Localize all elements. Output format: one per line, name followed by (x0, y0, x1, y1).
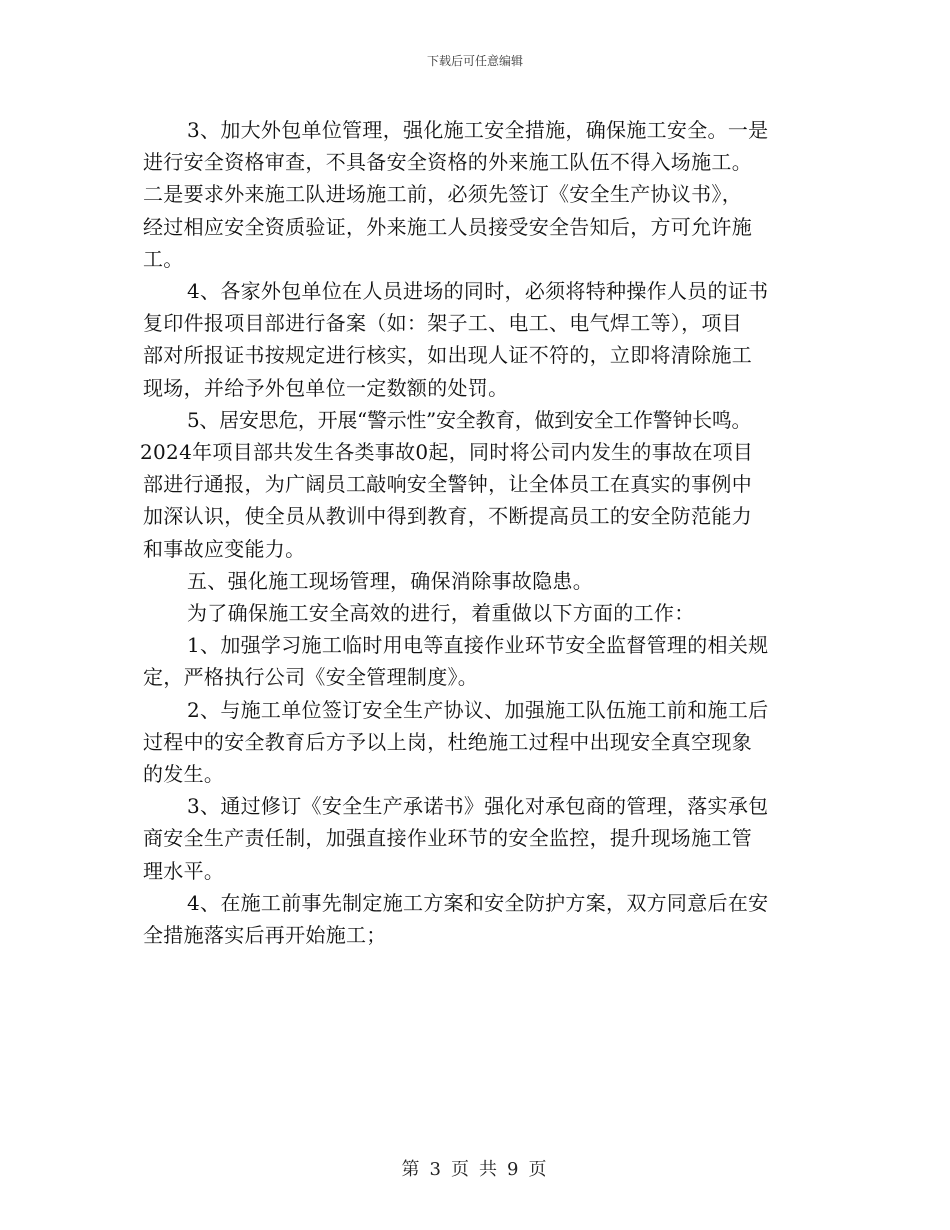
paragraph-line: 部进行通报，为广阔员工敲响安全警钟，让全体员工在真实的事例中 (143, 472, 752, 497)
page-header: 下载后可任意编辑 (426, 54, 523, 68)
total-pages-number: 9 (507, 1159, 521, 1180)
paragraph-line: 二是要求外来施工队进场施工前，必须先签订《安全生产协议书》， (143, 182, 742, 207)
paragraph-line: 复印件报项目部进行备案（如：架子工、电工、电气焊工等），项目 (143, 311, 742, 336)
paragraph-line: 为了确保施工安全高效的进行，着重做以下方面的工作： (187, 601, 695, 626)
paragraph-line: 工。 (143, 246, 184, 271)
paragraph-line: 过程中的安全教育后方予以上岗，杜绝施工过程中出现安全真空现象 (143, 729, 752, 754)
paragraph-line: 4、在施工前事先制定施工方案和安全防护方案，双方同意后在安 (187, 890, 769, 915)
paragraph-line: 和事故应变能力。 (143, 536, 306, 561)
page-label: 第 (401, 1159, 422, 1180)
total-label: 共 (479, 1159, 499, 1180)
paragraph-line: 现场，并给予外包单位一定数额的处罚。 (143, 375, 509, 400)
page-footer (0, 1155, 950, 1181)
paragraph-line: 3、通过修订《安全生产承诺书》强化对承包商的管理，落实承包 (187, 794, 769, 819)
paragraph-line: 全措施落实后再开始施工； (143, 923, 387, 948)
paragraph-line: 3、加大外包单位管理，强化施工安全措施，确保施工安全。一是 (187, 118, 769, 142)
paragraph-line: 进行安全资格审查，不具备安全资格的外来施工队伍不得入场施工。 (143, 150, 752, 175)
current-page-number: 3 (429, 1159, 443, 1180)
page-unit-label: 页 (451, 1159, 471, 1180)
total-unit-label: 页 (528, 1159, 549, 1180)
paragraph-line: 商安全生产责任制，加强直接作业环节的安全监控，提升现场施工管 (143, 826, 752, 851)
document-body (140, 114, 811, 951)
paragraph-line: 5、居安思危，开展“警示性”安全教育，做到安全工作警钟长鸣。 (187, 407, 752, 432)
paragraph-line: 2024年项目部共发生各类事故0起，同时将公司内发生的事故在项目 (140, 440, 754, 465)
paragraph-line: 部对所报证书按规定进行核实，如出现人证不符的，立即将清除施工 (143, 343, 752, 368)
paragraph-line: 定，严格执行公司《安全管理制度》。 (143, 665, 479, 690)
paragraph-line: 4、各家外包单位在人员进场的同时，必须将特种操作人员的证书 (187, 279, 769, 304)
paragraph-line: 1、加强学习施工临时用电等直接作业环节安全监督管理的相关规 (187, 633, 769, 658)
section-heading: 五、强化施工现场管理，确保消除事故隐患。 (187, 568, 593, 593)
paragraph-line: 经过相应安全资质验证，外来施工人员接受安全告知后，方可允许施 (143, 214, 752, 239)
paragraph-line: 2、与施工单位签订安全生产协议、加强施工队伍施工前和施工后 (187, 697, 769, 722)
paragraph-line: 理水平。 (143, 858, 225, 883)
paragraph-line: 的发生。 (143, 762, 225, 787)
paragraph-line: 加深认识，使全员从教训中得到教育，不断提高员工的安全防范能力 (143, 504, 752, 529)
